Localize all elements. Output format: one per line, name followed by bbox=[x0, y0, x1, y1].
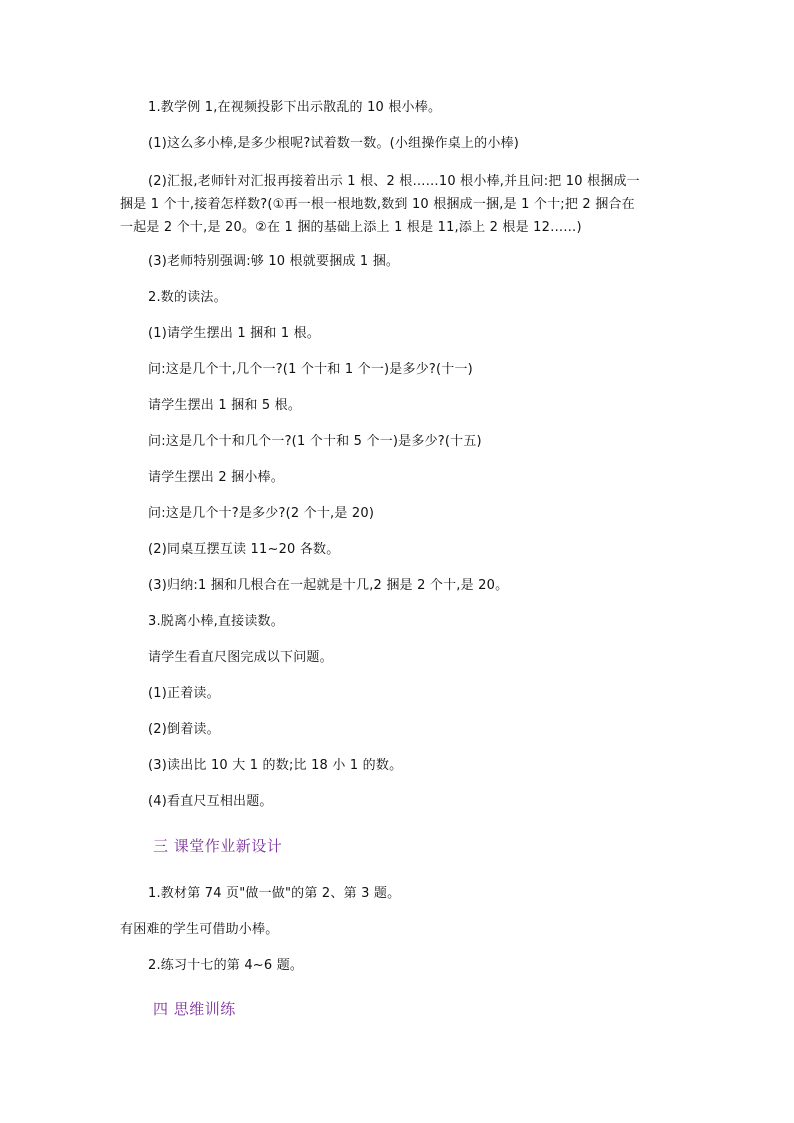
paragraph-15: 请学生看直尺图完成以下问题。 bbox=[148, 650, 333, 665]
paragraph-11: 问:这是几个十?是多少?(2 个十,是 20) bbox=[148, 506, 375, 521]
section-heading-3: 三 课堂作业新设计 bbox=[153, 837, 283, 855]
paragraph-5: 2.数的读法。 bbox=[148, 290, 227, 305]
paragraph-6: (1)请学生摆出 1 捆和 1 根。 bbox=[148, 326, 321, 341]
paragraph-10: 请学生摆出 2 捆小棒。 bbox=[148, 470, 284, 485]
paragraph-13: (3)归纳:1 捆和几根合在一起就是十几,2 捆是 2 个十,是 20。 bbox=[148, 578, 509, 593]
paragraph-9: 问:这是几个十和几个一?(1 个十和 5 个一)是多少?(十五) bbox=[148, 434, 482, 449]
paragraph-3: (2)汇报,老师针对汇报再接着出示 1 根、2 根……10 根小棒,并且问:把 10 根捆成一捆是 1 个十,接着怎样数?(①再一根一根地数,数到 10 根捆成一捆,是 1 个十;把 2 捆合在一起是 2 个十,是 20。②在 1 捆的基础上添上 1 根是 11,添上 2 根是 12……) bbox=[120, 174, 640, 235]
paragraph-2: (1)这么多小棒,是多少根呢?试着数一数。(小组操作桌上的小棒) bbox=[148, 136, 519, 151]
paragraph-14: 3.脱离小棒,直接读数。 bbox=[148, 614, 284, 629]
paragraph-12: (2)同桌互摆互读 11~20 各数。 bbox=[148, 542, 340, 557]
paragraph-17: (2)倒着读。 bbox=[148, 722, 220, 737]
paragraph-19: (4)看直尺互相出题。 bbox=[148, 794, 273, 809]
paragraph-18: (3)读出比 10 大 1 的数;比 18 小 1 的数。 bbox=[148, 758, 403, 773]
paragraph-7: 问:这是几个十,几个一?(1 个十和 1 个一)是多少?(十一) bbox=[148, 362, 473, 377]
section3-item-2: 有困难的学生可借助小棒。 bbox=[120, 922, 279, 937]
section3-item-1: 1.教材第 74 页"做一做"的第 2、第 3 题。 bbox=[148, 886, 401, 901]
section-heading-4: 四 思维训练 bbox=[153, 1000, 236, 1018]
paragraph-4: (3)老师特别强调:够 10 根就要捆成 1 捆。 bbox=[148, 254, 400, 269]
paragraph-1: 1.教学例 1,在视频投影下出示散乱的 10 根小棒。 bbox=[148, 100, 442, 115]
paragraph-8: 请学生摆出 1 捆和 5 根。 bbox=[148, 398, 302, 413]
section3-item-3: 2.练习十七的第 4~6 题。 bbox=[148, 958, 304, 973]
paragraph-16: (1)正着读。 bbox=[148, 686, 220, 701]
